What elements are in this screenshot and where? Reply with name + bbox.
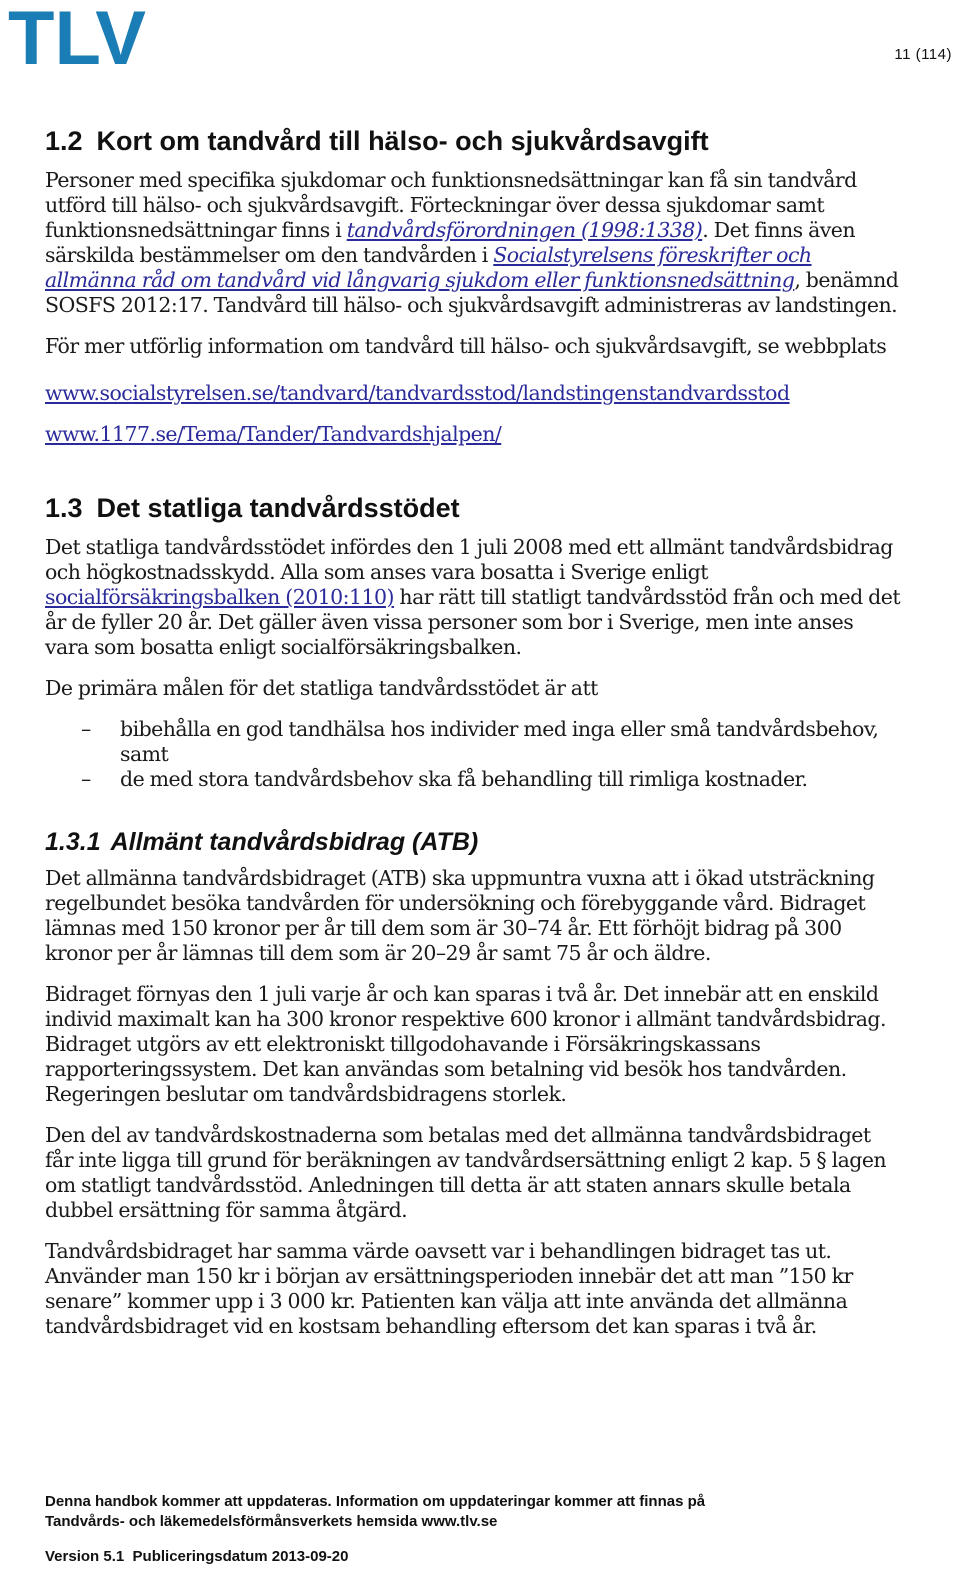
goal-list: [45, 717, 900, 792]
paragraph: De primära målen för det statliga tandvårdsstödet är att: [45, 676, 598, 700]
version-info: Version 5.1 Publiceringsdatum 2013-09-20: [45, 1548, 349, 1565]
footer-note: [45, 1492, 925, 1532]
tlv-logo: [8, 4, 148, 68]
paragraph: Bidraget förnyas den 1 juli varje år och kan sparas i två år. Det innebär att en enskild individ maximalt kan ha 300 kronor respektive 600 kronor i allmänt tandvårdsbidrag. Bidraget utgörs av ett elektroniskt tillgodohavande i Försäkringskassans rapporteringssystem. Det kan användas som betalning vid besök hos tandvården. Regeringen beslutar om tandvårdsbidragens storlek.: [45, 982, 886, 1106]
link-paragraph: [45, 422, 900, 447]
text: Det statliga tandvårdsstödet infördes den 1 juli 2008 med ett allmänt tandvårdsbidrag och högkostnadsskydd. Alla som anses vara bosatta i Sverige enligt: [45, 535, 893, 584]
link-1177[interactable]: www.1177.se/Tema/Tander/Tandvardshjalpen/: [45, 422, 502, 446]
text: . Det finns även särskilda bestämmelser om den tandvården i: [45, 218, 856, 267]
link-socialstyrelsen[interactable]: www.socialstyrelsen.se/tandvard/tandvardsstod/landstingenstandvardsstod: [45, 381, 790, 405]
heading-title: Kort om tandvård till hälso- och sjukvårdsavgift: [96, 126, 709, 156]
heading-title: Allmänt tandvårdsbidrag (ATB): [110, 828, 479, 856]
logo-text: TLV: [8, 4, 147, 68]
heading-1-2: [45, 124, 900, 158]
paragraph: [45, 168, 900, 318]
document-body: [45, 124, 900, 1355]
list-item: [45, 767, 900, 792]
paragraph: Tandvårdsbidraget har samma värde oavsett var i behandlingen bidraget tas ut. Använder man 150 kr i början av ersättningsperioden innebär det att man ”150 kr senare” kommer upp i 3 000 kr. Patienten kan välja att inte använda det allmänna tandvårdsbidraget vid en kostsam behandling eftersom det kan sparas i två år.: [45, 1239, 853, 1338]
text: har rätt till statligt tandvårdsstöd från och med det år de fyller 20 år. Det gäller även vissa personer som bor i Sverige, men inte anses vara som bosatta enligt socialförsäkringsbalken.: [45, 585, 901, 659]
paragraph: Den del av tandvårdskostnaderna som betalas med det allmänna tandvårdsbidraget får inte ligga till grund för beräkningen av tandvårdsersättning enligt 2 kap. 5 § lagen om statligt tandvårdsstöd. Anledningen till detta är att staten annars skulle betala dubbel ersättning för samma åtgärd.: [45, 1123, 887, 1222]
footer-line: Denna handbok kommer att uppdateras. Information om uppdateringar kommer att finnas på: [45, 1493, 706, 1510]
heading-1-3: [45, 491, 900, 525]
link-socialforsakringsbalken[interactable]: socialförsäkringsbalken (2010:110): [45, 585, 394, 609]
link-socialstyrelsens-foreskrifter[interactable]: Socialstyrelsens föreskrifter och allmänna råd om tandvård vid långvarig sjukdom eller funktionsnedsättning: [45, 243, 812, 292]
paragraph: För mer utförlig information om tandvård till hälso- och sjukvårdsavgift, se webbplats: [45, 334, 887, 358]
page-number: 11 (114): [894, 46, 952, 63]
heading-title: Det statliga tandvårdsstödet: [96, 493, 460, 523]
heading-number: 1.2: [45, 126, 83, 156]
list-item: [45, 717, 900, 767]
list-item-text: bibehålla en god tandhälsa hos individer med inga eller små tandvårdsbehov, samt: [120, 717, 879, 766]
dash-bullet: –: [81, 767, 91, 791]
link-paragraph: [45, 381, 900, 406]
paragraph: Det allmänna tandvårdsbidraget (ATB) ska uppmuntra vuxna att i ökad utsträckning regelbundet besöka tandvården för undersökning och förebyggande vård. Bidraget lämnas med 150 kronor per år till dem som är 30–74 år. Ett förhöjt bidrag på 300 kronor per år lämnas till dem som är 20–29 år samt 75 år och äldre.: [45, 866, 875, 965]
footer-line: Tandvårds- och läkemedelsförmånsverkets hemsida www.tlv.se: [45, 1513, 498, 1530]
text: Personer med specifika sjukdomar och funktionsnedsättningar kan få sin tandvård utförd till hälso- och sjukvårdsavgift. Förteckningar över dessa sjukdomar samt funktionsnedsättningar finns i: [45, 168, 857, 242]
heading-1-3-1: [45, 826, 900, 858]
list-item-text: de med stora tandvårdsbehov ska få behandling till rimliga kostnader.: [120, 767, 808, 791]
paragraph: [45, 535, 900, 660]
link-tandvardsforordningen[interactable]: tandvårdsförordningen (1998:1338): [346, 218, 703, 242]
heading-number: 1.3: [45, 493, 83, 523]
dash-bullet: –: [81, 717, 91, 741]
text: , benämnd SOSFS 2012:17. Tandvård till hälso- och sjukvårdsavgift administreras av landstingen.: [45, 268, 899, 317]
heading-number: 1.3.1: [45, 828, 101, 856]
